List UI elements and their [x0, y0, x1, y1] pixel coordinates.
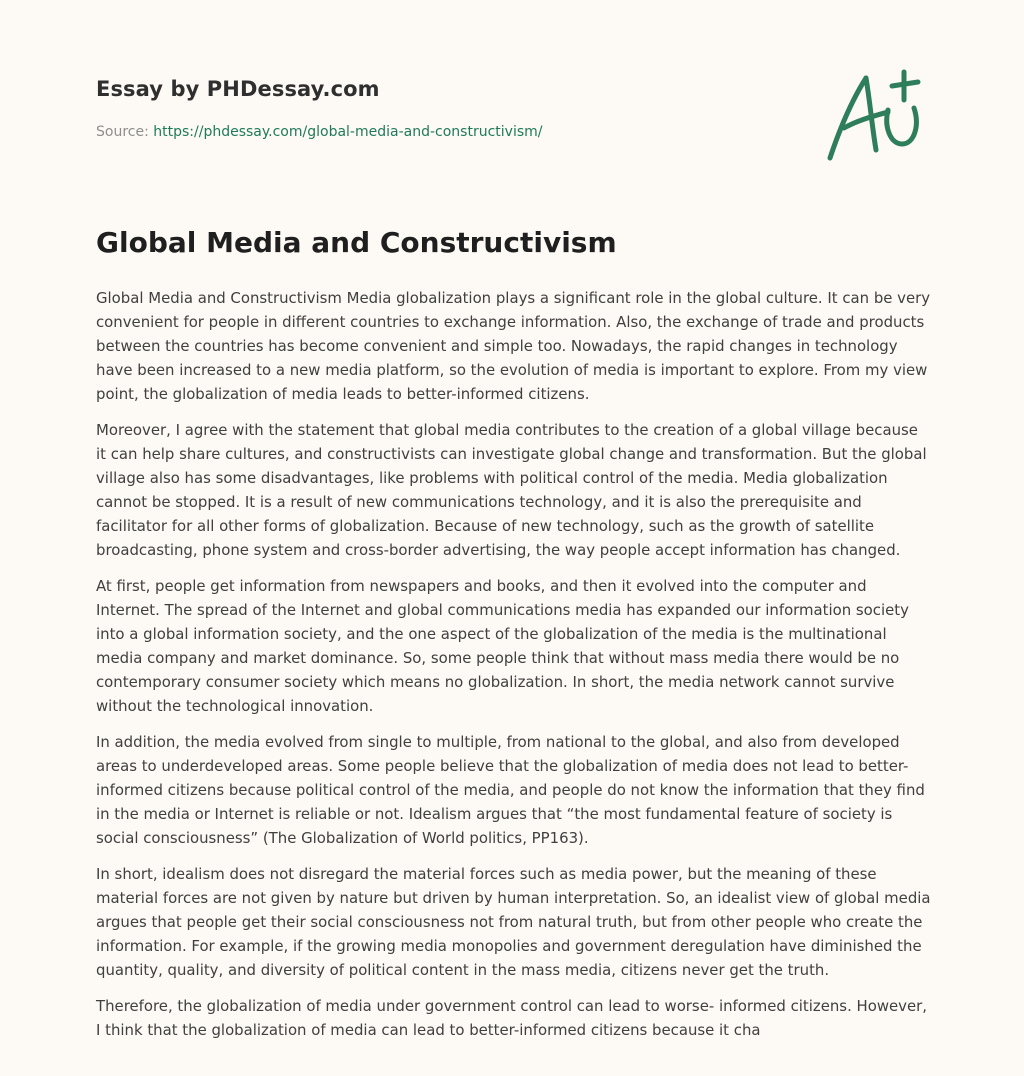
essay-paragraph: Moreover, I agree with the statement that global media contributes to the creation of a global village because it can help share cultures, and constructivists can investigate global change and transformation. But the global village also has some disadvantages, like problems with political control of the media. Media globalization cannot be stopped. It is a result of new communications technology, and it is also the prerequisite and facilitator for all other forms of globalization. Because of new technology, such as the growth of satellite broadcasting, phone system and cross-border advertising, the way people accept information has changed. [96, 421, 927, 559]
source-link[interactable]: https://phdessay.com/global-media-and-constructivism/ [153, 124, 543, 140]
essay-paragraph: Therefore, the globalization of media under government control can lead to worse- informed citizens. However, I think that the globalization of media can lead to better-informed citizens because it cha [96, 997, 928, 1039]
a-plus-logo-icon [822, 68, 926, 164]
essay-title: Global Media and Constructivism [96, 226, 617, 259]
source-label: Source: [96, 124, 149, 140]
essay-paragraph: At first, people get information from newspapers and books, and then it evolved into the computer and Internet. The spread of the Internet and global communications media has expanded our information society into a global information society, and the one aspect of the globalization of the media is the multinational media company and market dominance. So, some people think that without mass media there would be no contemporary consumer society which means no globalization. In short, the media network cannot survive without the technological innovation. [96, 577, 909, 715]
essay-body [96, 286, 932, 1054]
essay-paragraph: Global Media and Constructivism Media globalization plays a significant role in the global culture. It can be very convenient for people in different countries to exchange information. Also, the exchange of trade and products between the countries has become convenient and simple too. Nowadays, the rapid changes in technology have been increased to a new media platform, so the evolution of media is important to explore. From my view point, the globalization of media leads to better-informed citizens. [96, 289, 931, 403]
site-title: Essay by PHDessay.com [96, 77, 380, 101]
essay-paragraph: In addition, the media evolved from single to multiple, from national to the global, and also from developed areas to underdeveloped areas. Some people believe that the globalization of media does not lead to better- informed citizens because political control of the media, and people do not know the information that they find in the media or Internet is reliable or not. Idealism argues that “the most fundamental feature of society is social consciousness” (The Globalization of World politics, PP163). [96, 733, 925, 847]
source-line [96, 124, 542, 140]
essay-paragraph: In short, idealism does not disregard the material forces such as media power, but the meaning of these material forces are not given by nature but driven by human interpretation. So, an idealist view of global media argues that people get their social consciousness not from natural truth, but from other people who create the information. For example, if the growing media monopolies and government deregulation have diminished the quantity, quality, and diversity of political content in the mass media, citizens never get the truth. [96, 865, 931, 979]
